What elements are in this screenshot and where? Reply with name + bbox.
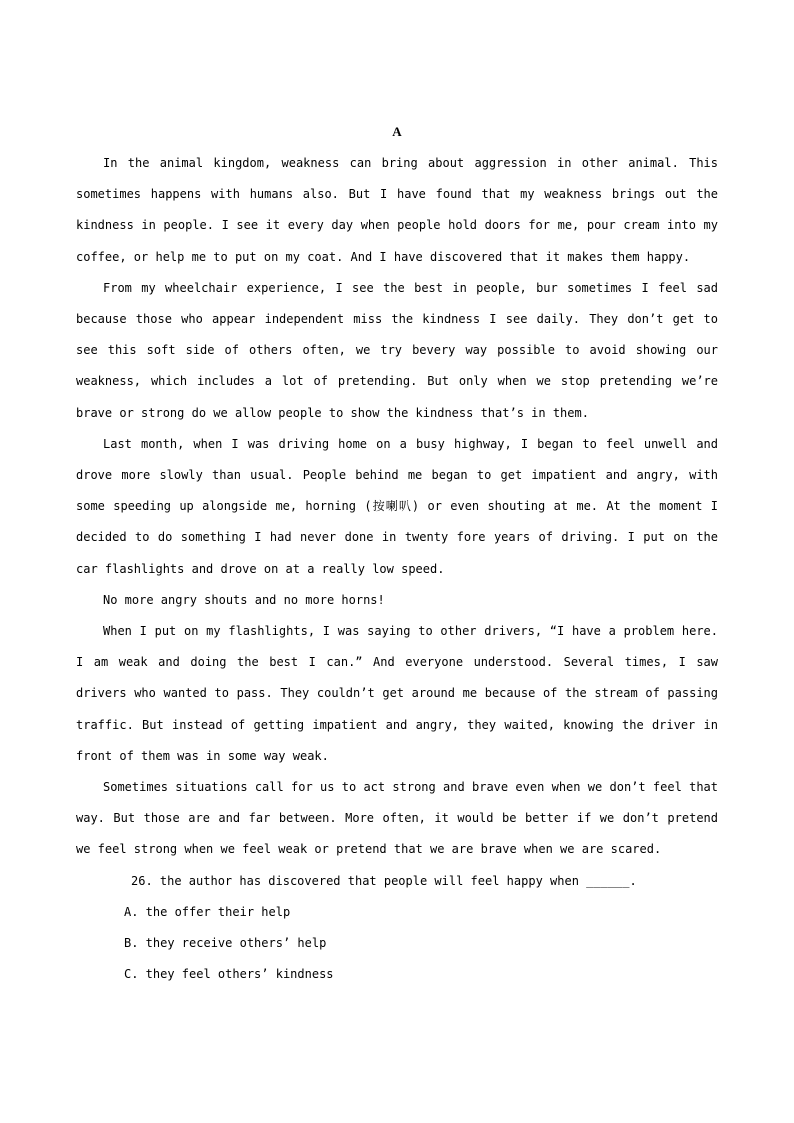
paragraph-2: From my wheelchair experience, I see the best in people, bur sometimes I feel sad because those who appear independent miss the kindness I see daily. They don’t get to see this soft side of others often, we try bevery way possible to avoid showing our weakness, which includes a lot of pretending. But only when we stop pretending we’re brave or strong do we allow people to show the kindness that’s in them. — [76, 280, 718, 420]
paragraph-1: In the animal kingdom, weakness can bring about aggression in other animal. This sometimes happens with humans also. But I have found that my weakness brings out the kindness in people. I see it every day when people hold doors for me, pour cream into my coffee, or help me to put on my coat. And I have discovered that it makes them happy. — [76, 156, 718, 264]
paragraph-5: When I put on my flashlights, I was saying to other drivers, “I have a problem here. I am weak and doing the best I can.” And everyone understood. Several times, I saw drivers who wanted to pass. They couldn’t get around me because of the stream of passing traffic. But instead of getting impatient and angry, they waited, knowing the driver in front of them was in some way weak. — [76, 624, 718, 763]
paragraph-3: Last month, when I was driving home on a busy highway, I began to feel unwell and drove more slowly than usual. People behind me began to get impatient and angry, with some speeding up alongside me, horning (按喇叭) or even shouting at me. At the moment I decided to do something I had never done in twenty fore years of driving. I put on the car flashlights and drove on at a really low speed. — [76, 436, 718, 576]
option-b: B. they receive others’ help — [124, 936, 327, 951]
passage-title: A — [392, 124, 402, 139]
answer-options — [76, 897, 718, 991]
paragraph-4: No more angry shouts and no more horns! — [103, 592, 385, 607]
passage-body — [76, 148, 718, 990]
question-stem: 26. the author has discovered that people will feel happy when ______. — [131, 873, 637, 888]
paragraph-6: Sometimes situations call for us to act strong and brave even when we don’t feel that way. But those are and far between. More often, it would be better if we don’t pretend we feel strong when we feel weak or pretend that we are brave when we are scared. — [76, 780, 718, 857]
option-a: A. the offer their help — [124, 904, 291, 919]
option-c: C. they feel others’ kindness — [124, 967, 334, 982]
